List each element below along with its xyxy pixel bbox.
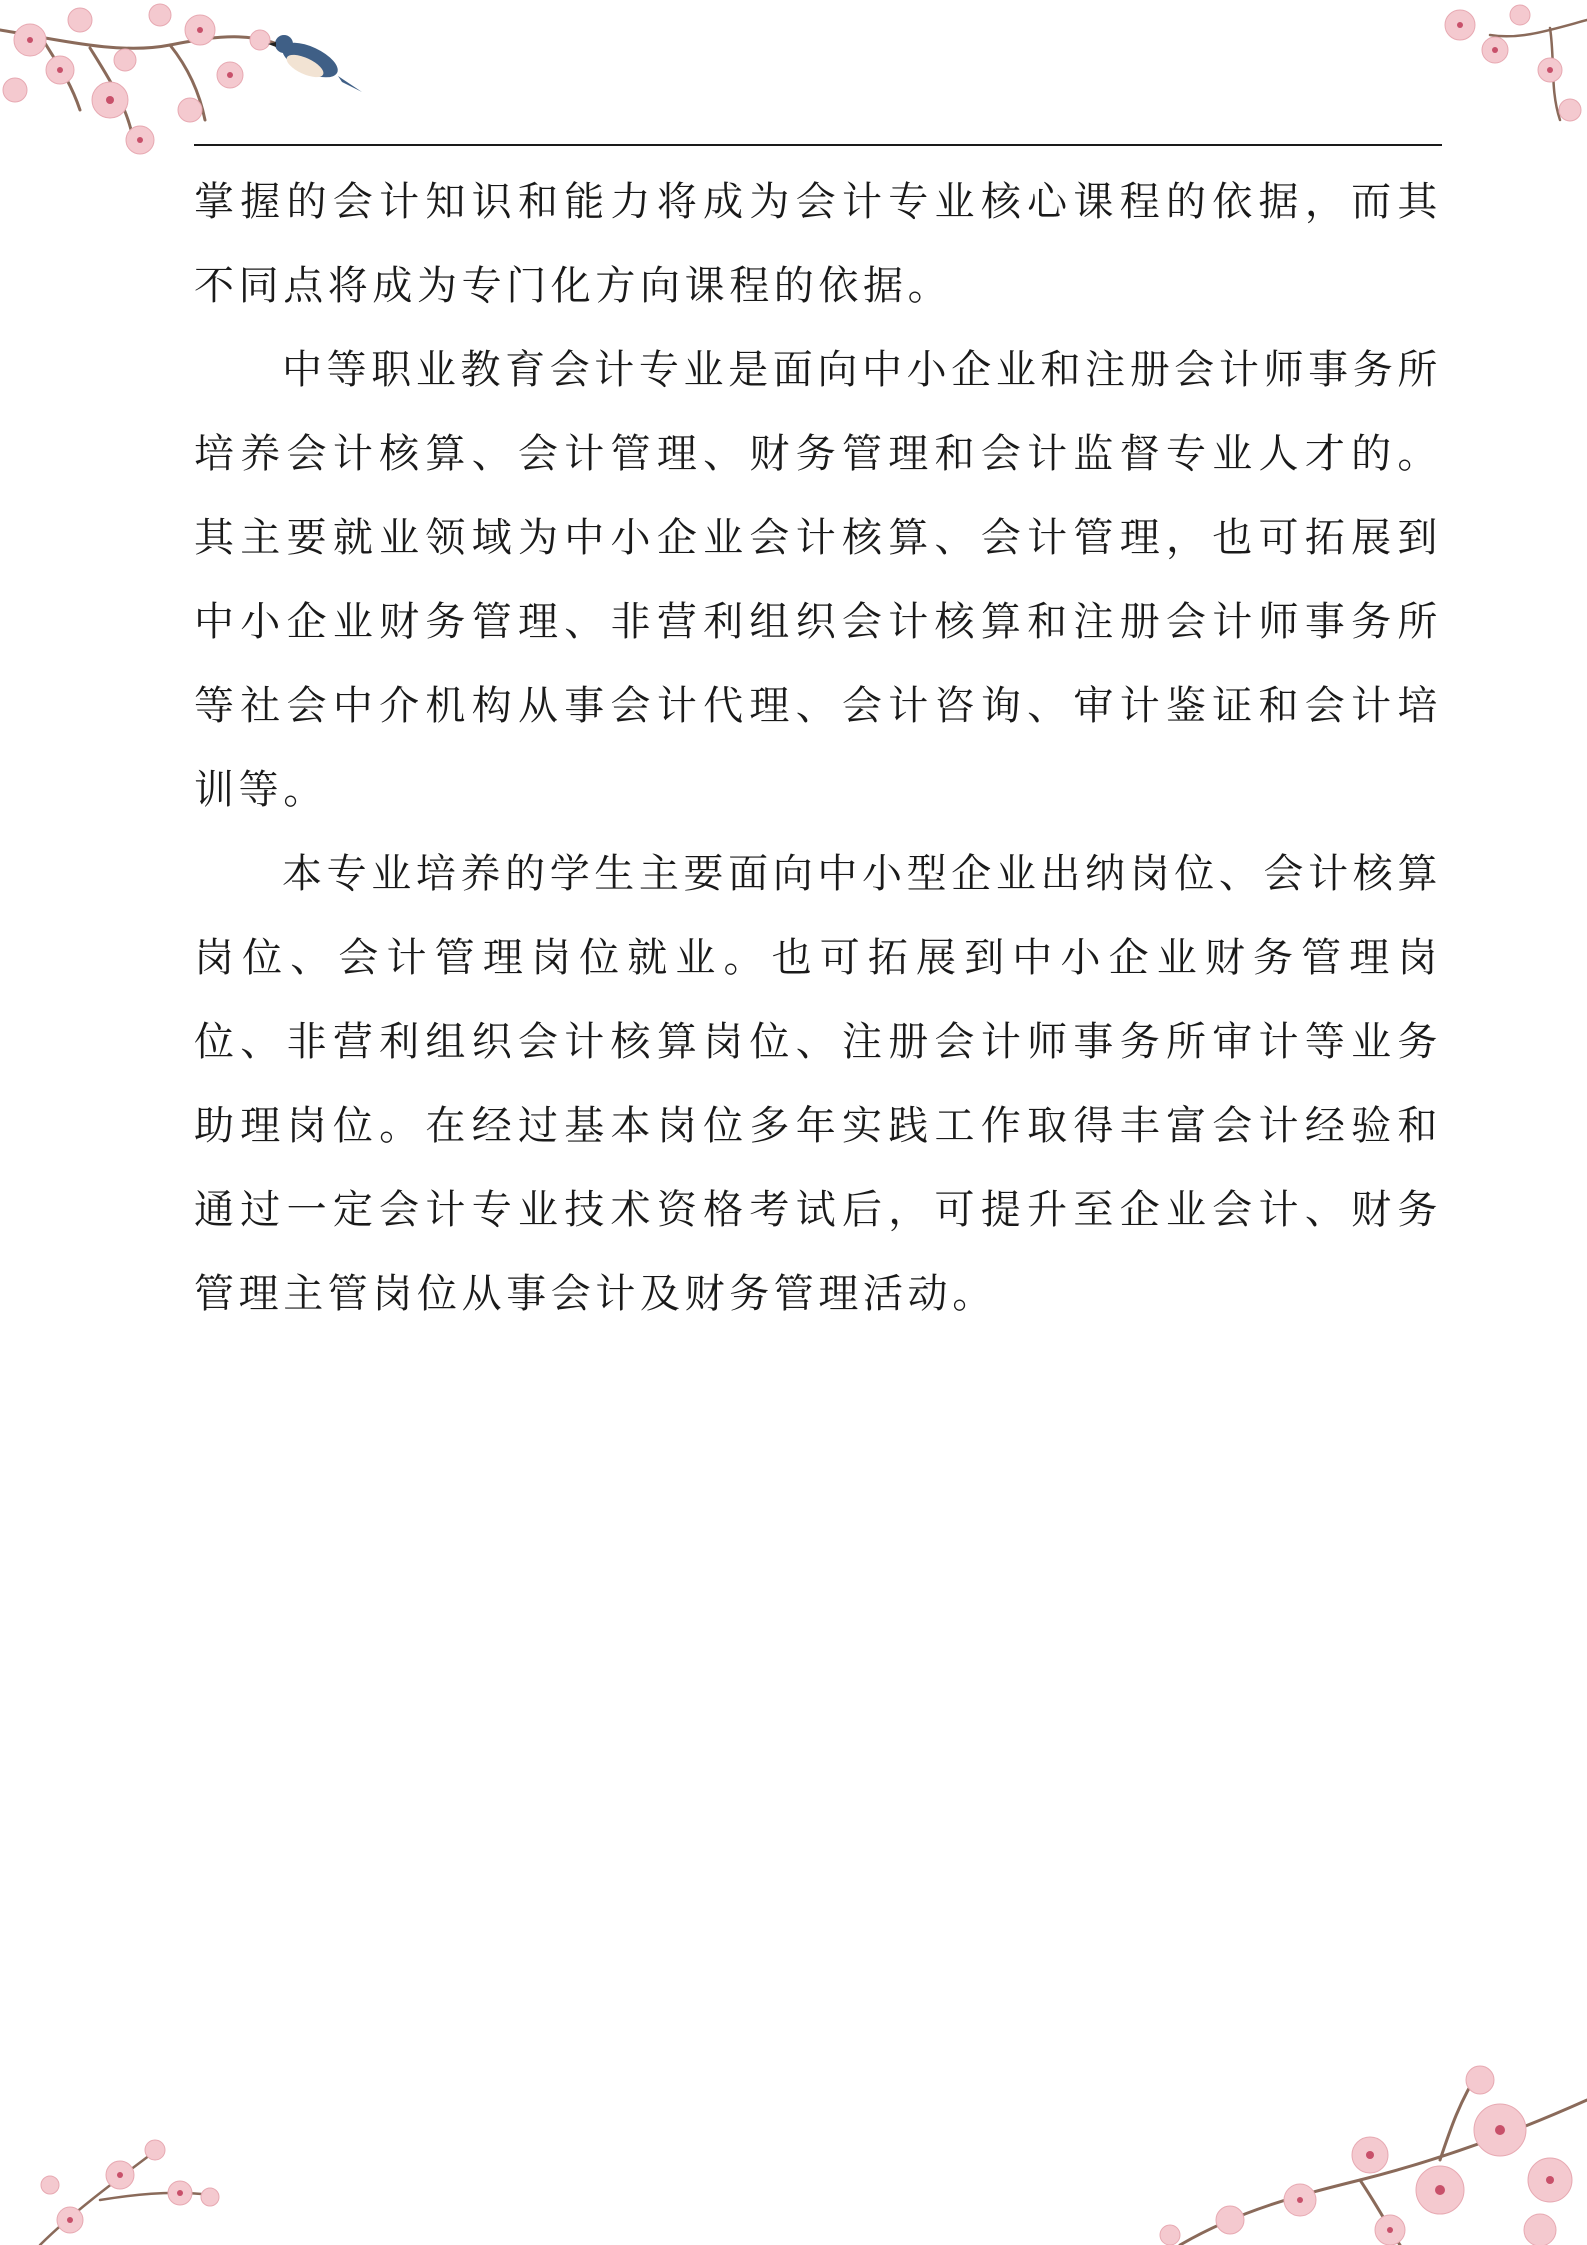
blossom-cluster-bottom-right <box>1140 2060 1587 2245</box>
document-body <box>194 160 1442 1336</box>
blossom-branch-top-right <box>1400 0 1587 130</box>
paragraph-1: 掌握的会计知识和能力将成为会计专业核心课程的依据，而其不同点将成为专门化方向课程的依据。 <box>194 179 1442 309</box>
blossom-sprig-bottom-left <box>30 2125 230 2245</box>
bird-icon <box>268 35 362 92</box>
paragraph-3: 本专业培养的学生主要面向中小型企业出纳岗位、会计核算岗位、会计管理岗位就业。也可拓展到中小企业财务管理岗位、非营利组织会计核算岗位、注册会计师事务所审计等业务助理岗位。在经过基本岗位多年实践工作取得丰富会计经验和通过一定会计专业技术资格考试后，可提升至企业会计、财务管理主管岗位从事会计及财务管理活动。 <box>194 851 1442 1317</box>
paragraph-2: 中等职业教育会计专业是面向中小企业和注册会计师事务所培养会计核算、会计管理、财务管理和会计监督专业人才的。其主要就业领域为中小企业会计核算、会计管理，也可拓展到中小企业财务管理、非营利组织会计核算和注册会计师事务所等社会中介机构从事会计代理、会计咨询、审计鉴证和会计培训等。 <box>194 347 1442 813</box>
header-rule <box>194 144 1442 146</box>
